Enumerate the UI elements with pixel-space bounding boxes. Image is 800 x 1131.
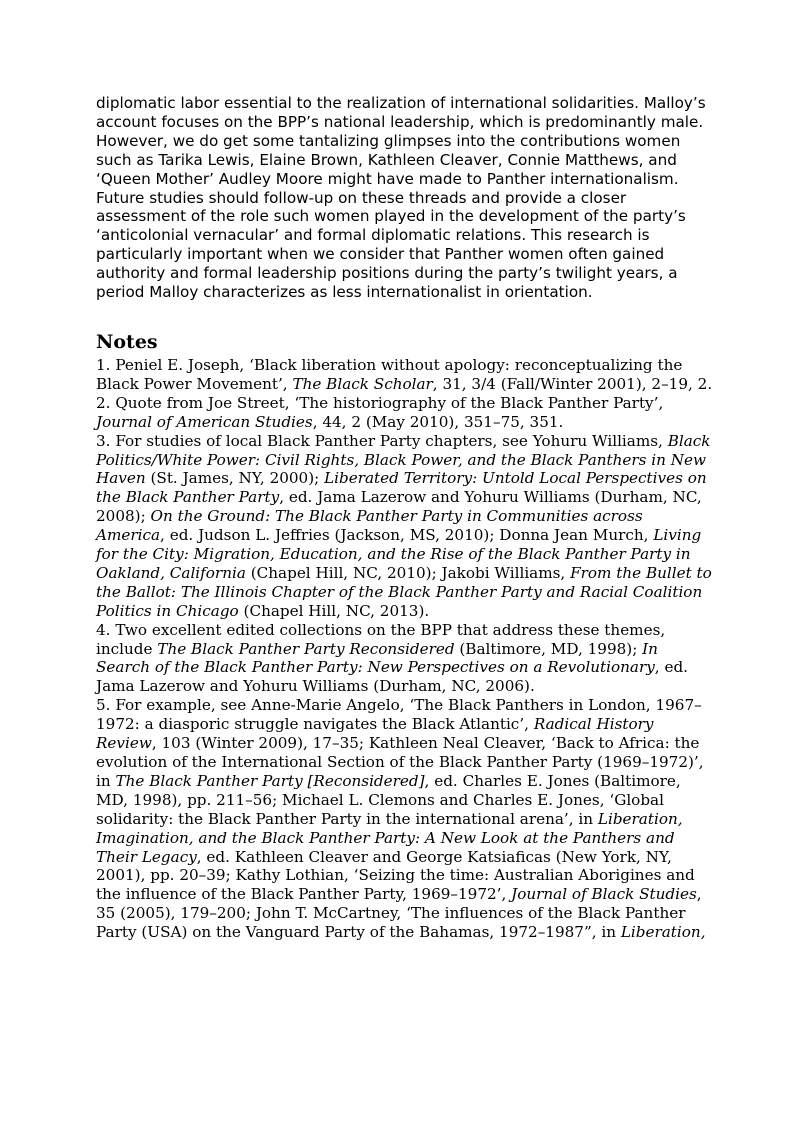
note-title-italic: Liberated Territory: Untold Local Perspectives on the Black Panther Party [96, 469, 707, 507]
document-page [96, 94, 716, 942]
note-text: (Baltimore, MD, 1998); [454, 639, 643, 658]
note-text: 4. Two excellent edited collections on the BPP that address these themes, include [96, 620, 666, 658]
note-title-italic: The Black Scholar [292, 374, 433, 393]
note-text: , ed. Judson L. Jeffries (Jackson, MS, 2010); Donna Jean Murch, [160, 526, 654, 545]
note-text: 3. For studies of local Black Panther Party chapters, see Yohuru Williams, [96, 431, 668, 450]
note-title-italic: On the Ground: The Black Panther Party in Communities across America [96, 507, 643, 545]
note-text: 5. For example, see Anne-Marie Angelo, ‘The Black Panthers in London, 1967–1972: a diasporic struggle navigates the Black Atlantic’, [96, 696, 702, 734]
note-text: , ed. Jama Lazerow and Yohuru Williams (Durham, NC, 2006). [96, 658, 688, 696]
note-text: 1. Peniel E. Joseph, ‘Black liberation without apology: reconceptualizing the Black Power Movement’, [96, 355, 683, 393]
note-text: 2. Quote from Joe Street, ‘The historiography of the Black Panther Party’, [96, 393, 664, 412]
note-4 [96, 621, 716, 697]
note-title-italic: Liberation, [620, 923, 706, 942]
note-1 [96, 356, 716, 394]
note-text: , 35 (2005), 179–200; John T. McCartney, ‘The influences of the Black Panther Party (USA) on the Vanguard Party of the Bahamas, 1972–1987”, in [96, 885, 702, 942]
note-title-italic: Radical History Review [96, 715, 654, 753]
note-title-italic: Black Politics/White Power: Civil Rights, Black Power, and the Black Panthers in New Haven [96, 431, 711, 488]
note-title-italic: In Search of the Black Panther Party: New Perspectives on a Revolutionary [96, 639, 658, 677]
note-text: (Chapel Hill, NC, 2013). [238, 601, 430, 620]
note-title-italic: Journal of Black Studies [511, 885, 697, 904]
note-text: , ed. Jama Lazerow and Yohuru Williams (Durham, NC, 2008); [96, 488, 702, 526]
note-text: , 44, 2 (May 2010), 351–75, 351. [312, 412, 564, 431]
note-title-italic: From the Bullet to the Ballot: The Illinois Chapter of the Black Panther Party and Racial Coalition Politics in Chicago [96, 563, 712, 620]
notes-heading: Notes [96, 330, 158, 353]
note-title-italic: Liberation, Imagination, and the Black Panther Party: A New Look at the Panthers and Their Legacy [96, 809, 683, 866]
note-title-italic: Journal of American Studies [96, 412, 313, 431]
note-text: , ed. Kathleen Cleaver and George Katsiaficas (New York, NY, 2001), pp. 20–39; Kathy Lothian, ‘Seizing the time: Australian Aborigines and the influence of the Black Panther Party, 1969–1972’, [96, 847, 695, 904]
note-text: (St. James, NY, 2000); [145, 469, 325, 488]
note-text: (Chapel Hill, NC, 2010); Jakobi Williams, [245, 563, 571, 582]
note-title-italic: The Black Panther Party Reconsidered [157, 639, 455, 658]
notes-list [96, 356, 716, 942]
note-title-italic: Living for the City: Migration, Education, and the Rise of the Black Panther Party in Oakland, California [96, 526, 702, 582]
note-5 [96, 696, 716, 942]
note-title-italic: The Black Panther Party [Reconsidered] [115, 771, 425, 790]
body-paragraph: diplomatic labor essential to the realization of international solidarities. Malloy’s account focuses on the BPP’s national leadership, which is predominantly male. However, we do get some tantalizing glimpses into the contributions women such as Tarika Lewis, Elaine Brown, Kathleen Cleaver, Connie Matthews, and ‘Queen Mother’ Audley Moore might have made to Panther internationalism. Future studies should follow-up on these threads and provide a closer assessment of the role such women played in the development of the party’s ‘anticolonial vernacular’ and formal diplomatic relations. This research is particularly important when we consider that Panther women often gained authority and formal leadership positions during the party’s twilight years, a period Malloy characterizes as less internationalist in orientation. [96, 94, 706, 302]
note-text: , 31, 3/4 (Fall/Winter 2001), 2–19, 2. [432, 374, 713, 393]
note-text: , 103 (Winter 2009), 17–35; Kathleen Neal Cleaver, ‘Back to Africa: the evolution of the International Section of the Black Panther Party (1969–1972)’, in [96, 734, 704, 790]
note-3 [96, 432, 716, 621]
note-text: , ed. Charles E. Jones (Baltimore, MD, 1998), pp. 211–56; Michael L. Clemons and Charles E. Jones, ‘Global solidarity: the Black Panther Party in the international arena’, in [96, 771, 681, 828]
note-2 [96, 394, 716, 432]
